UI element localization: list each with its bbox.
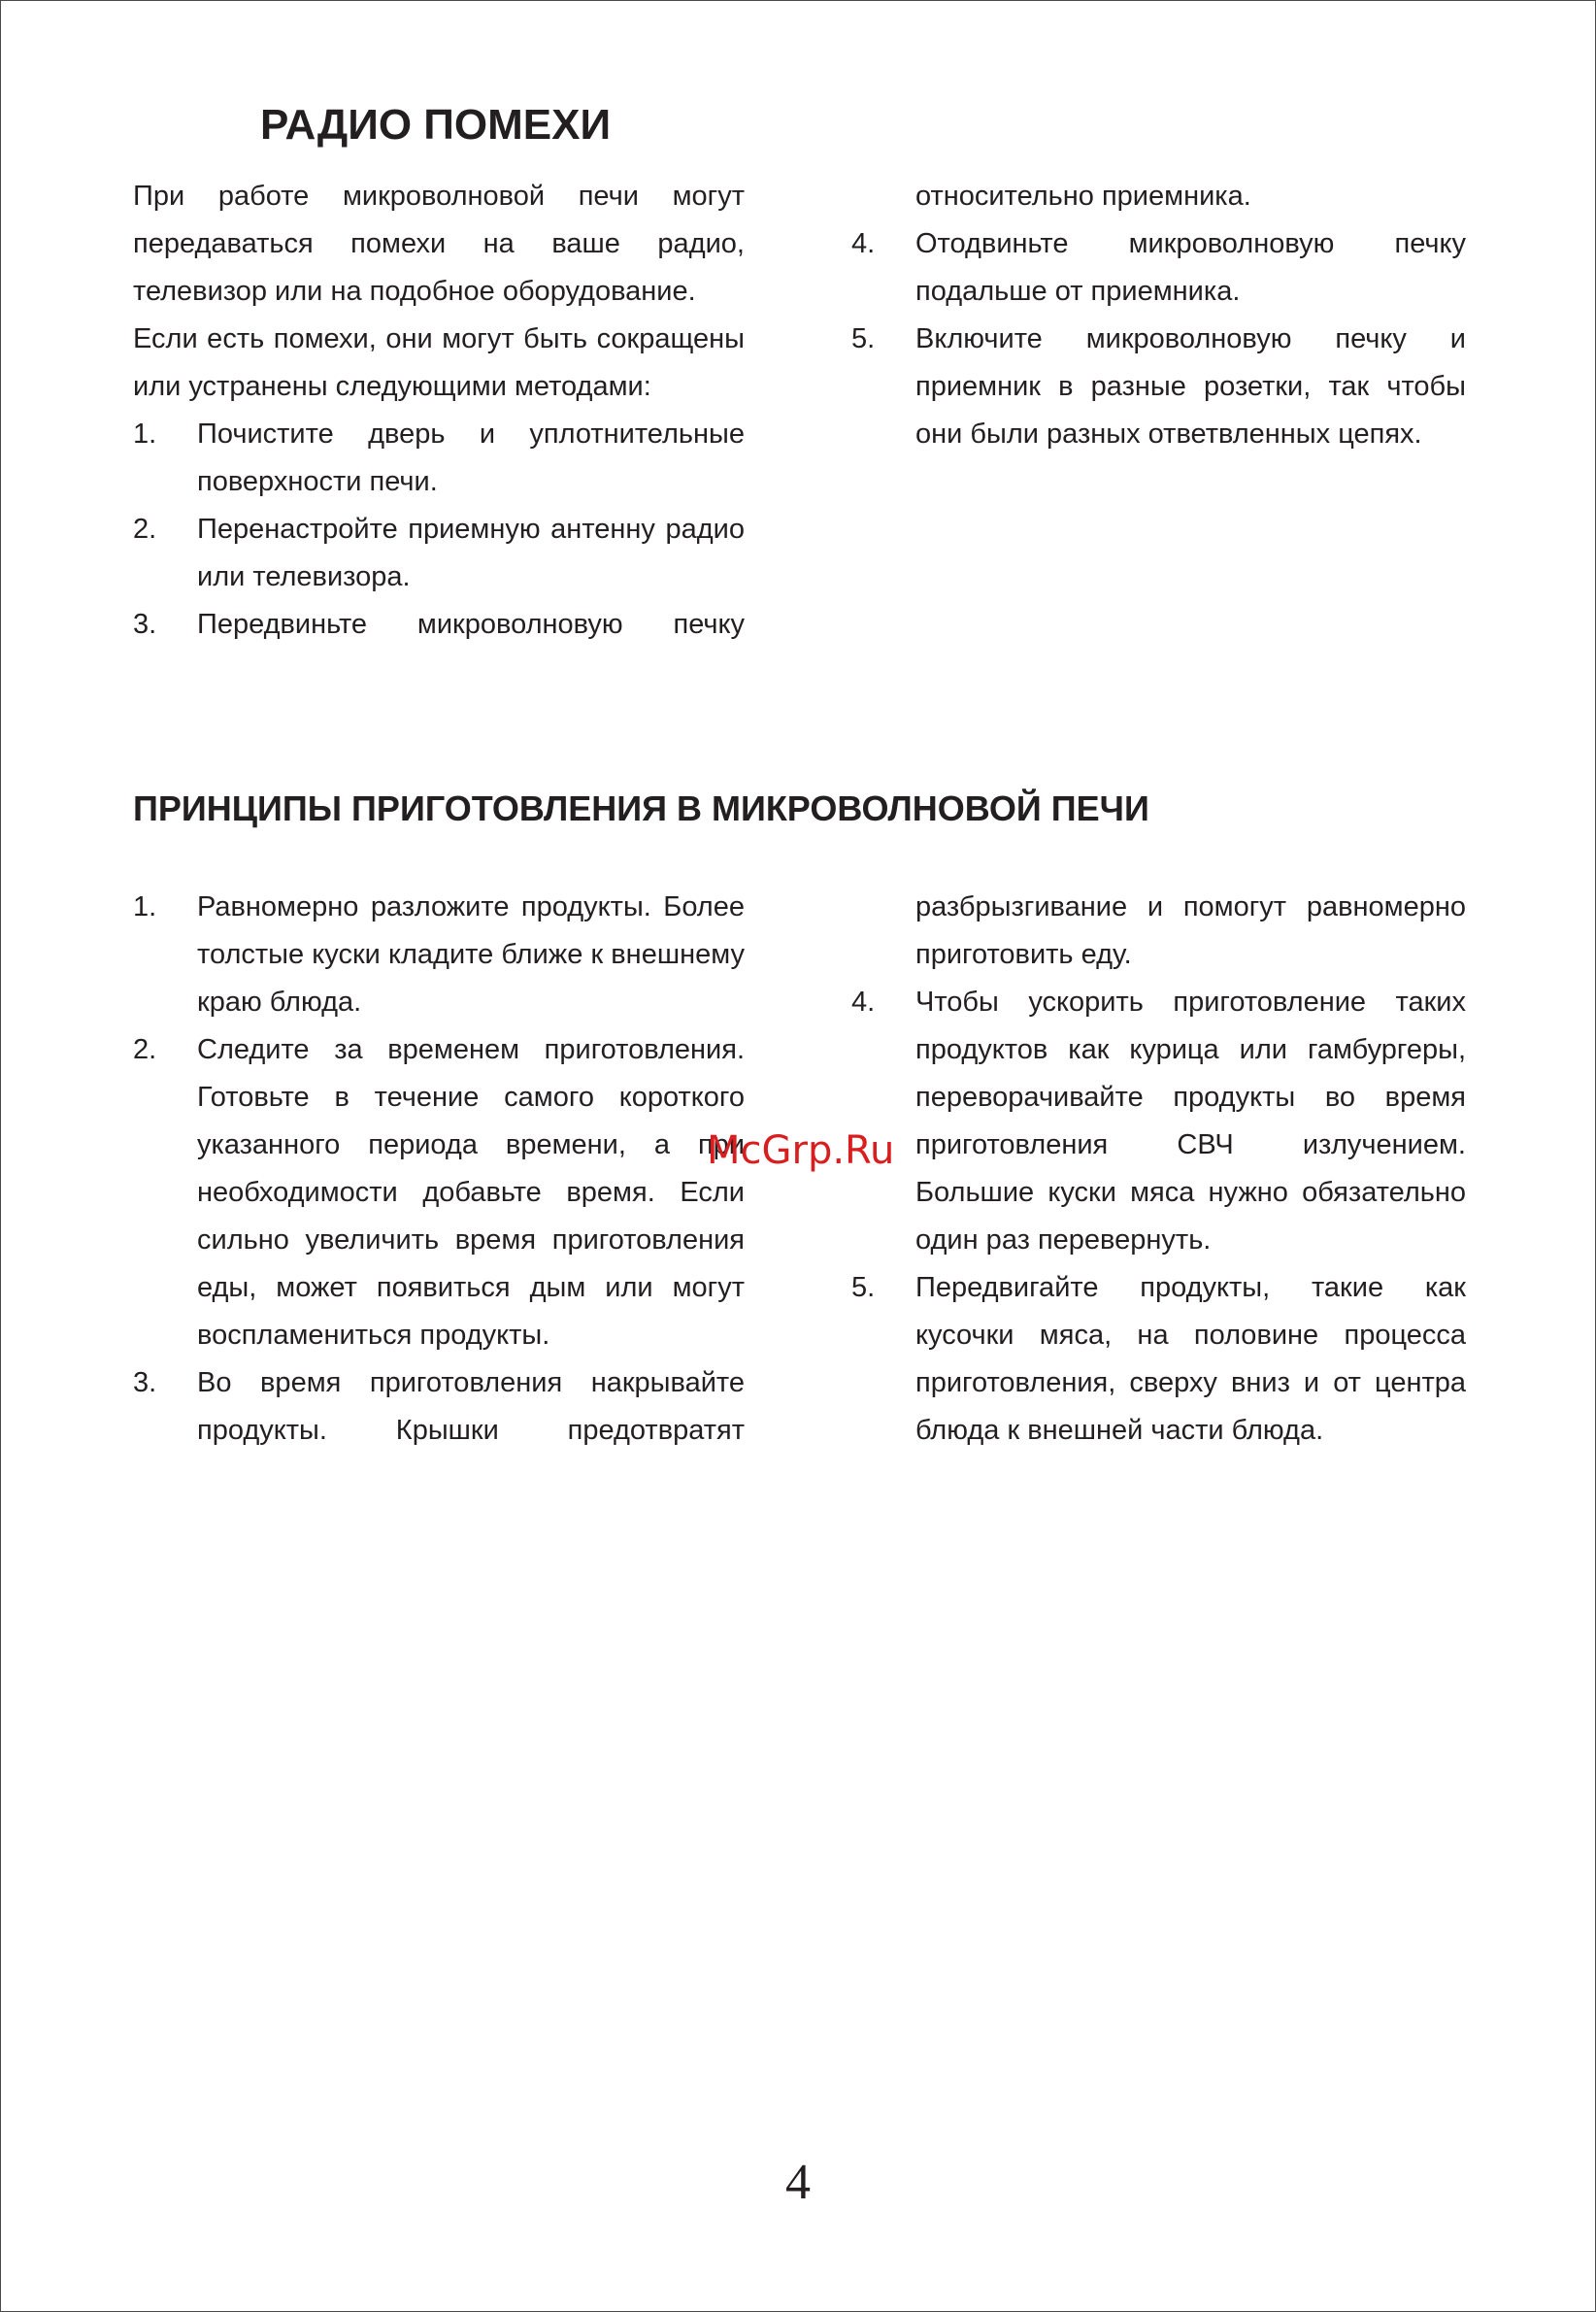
- intro-paragraph: При работе микроволновой печи могут передаваться помехи на ваше радио, телевизор или на подобное оборудование.: [133, 181, 745, 307]
- section1-right-column: [851, 173, 1466, 458]
- list-item-text: Во время приготовления накрывайте продукты. Крышки предотвратят: [197, 1367, 745, 1446]
- list-item: [851, 220, 1466, 316]
- section2-left-column: [133, 884, 745, 1455]
- list-item-text: Передвигайте продукты, такие как кусочки мяса, на половине процесса приготовления, сверху вниз и от центра блюда к внешней части блюда.: [915, 1272, 1466, 1446]
- list-item-text: Почистите дверь и уплотнительные поверхности печи.: [197, 419, 745, 497]
- list-item-number: 5.: [851, 323, 876, 354]
- page-number: 4: [785, 2155, 811, 2210]
- section-title-cooking-principles: ПРИНЦИПЫ ПРИГОТОВЛЕНИЯ В МИКРОВОЛНОВОЙ ПЕЧИ: [133, 788, 1149, 828]
- list-item-number: 1.: [133, 891, 157, 922]
- list-item-number: 2.: [133, 514, 157, 545]
- list-item-number: 1.: [133, 419, 157, 450]
- list-item-text: Чтобы ускорить приготовление таких продуктов как курица или гамбургеры, переворачивайте продукты во время приготовления СВЧ излучением. Большие куски мяса нужно обязательно один раз перевернуть.: [915, 987, 1466, 1256]
- list-item: [133, 411, 745, 506]
- list-item: [133, 506, 745, 601]
- list-item: [851, 1264, 1466, 1455]
- list-item-continuation: разбрызгивание и помогут равномерно приготовить еду.: [915, 891, 1466, 970]
- watermark: McGrp.Ru: [707, 1128, 895, 1173]
- list-item-text: Передвиньте микроволновую печку: [197, 609, 745, 640]
- list-item-number: 3.: [133, 609, 157, 640]
- list-item: [133, 601, 745, 649]
- list-item-number: 4.: [851, 228, 876, 259]
- list-item: [851, 979, 1466, 1264]
- list-item-number: 5.: [851, 1272, 876, 1303]
- list-item-text: Равномерно разложите продукты. Более толстые куски кладите ближе к внешнему краю блюда.: [197, 891, 745, 1018]
- list-item-text: Перенастройте приемную антенну радио или телевизора.: [197, 514, 745, 592]
- list-item-continuation: относительно приемника.: [915, 181, 1251, 212]
- section1-left-column: [133, 173, 745, 649]
- list-item-text: Следите за временем приготовления. Готовьте в течение самого короткого указанного периода времени, а при необходимости добавьте время. Если сильно увеличить время приготовления еды, может появиться дым или могут воспламениться продукты.: [197, 1034, 745, 1351]
- section2-right-column: [851, 884, 1466, 1455]
- list-item-text: Отодвиньте микроволновую печку подальше от приемника.: [915, 228, 1466, 307]
- intro-paragraph: Если есть помехи, они могут быть сокращены или устранены следующими методами:: [133, 323, 745, 402]
- section-title-radio-interference: РАДИО ПОМЕХИ: [260, 101, 612, 149]
- list-item: [851, 316, 1466, 458]
- list-item: [133, 1026, 745, 1359]
- list-item: [133, 884, 745, 1026]
- list-item-number: 4.: [851, 987, 876, 1018]
- list-item-number: 2.: [133, 1034, 157, 1065]
- list-item-text: Включите микроволновую печку и приемник в разные розетки, так чтобы они были разных ответвленных цепях.: [915, 323, 1466, 450]
- list-item: [133, 1359, 745, 1455]
- list-item-number: 3.: [133, 1367, 157, 1398]
